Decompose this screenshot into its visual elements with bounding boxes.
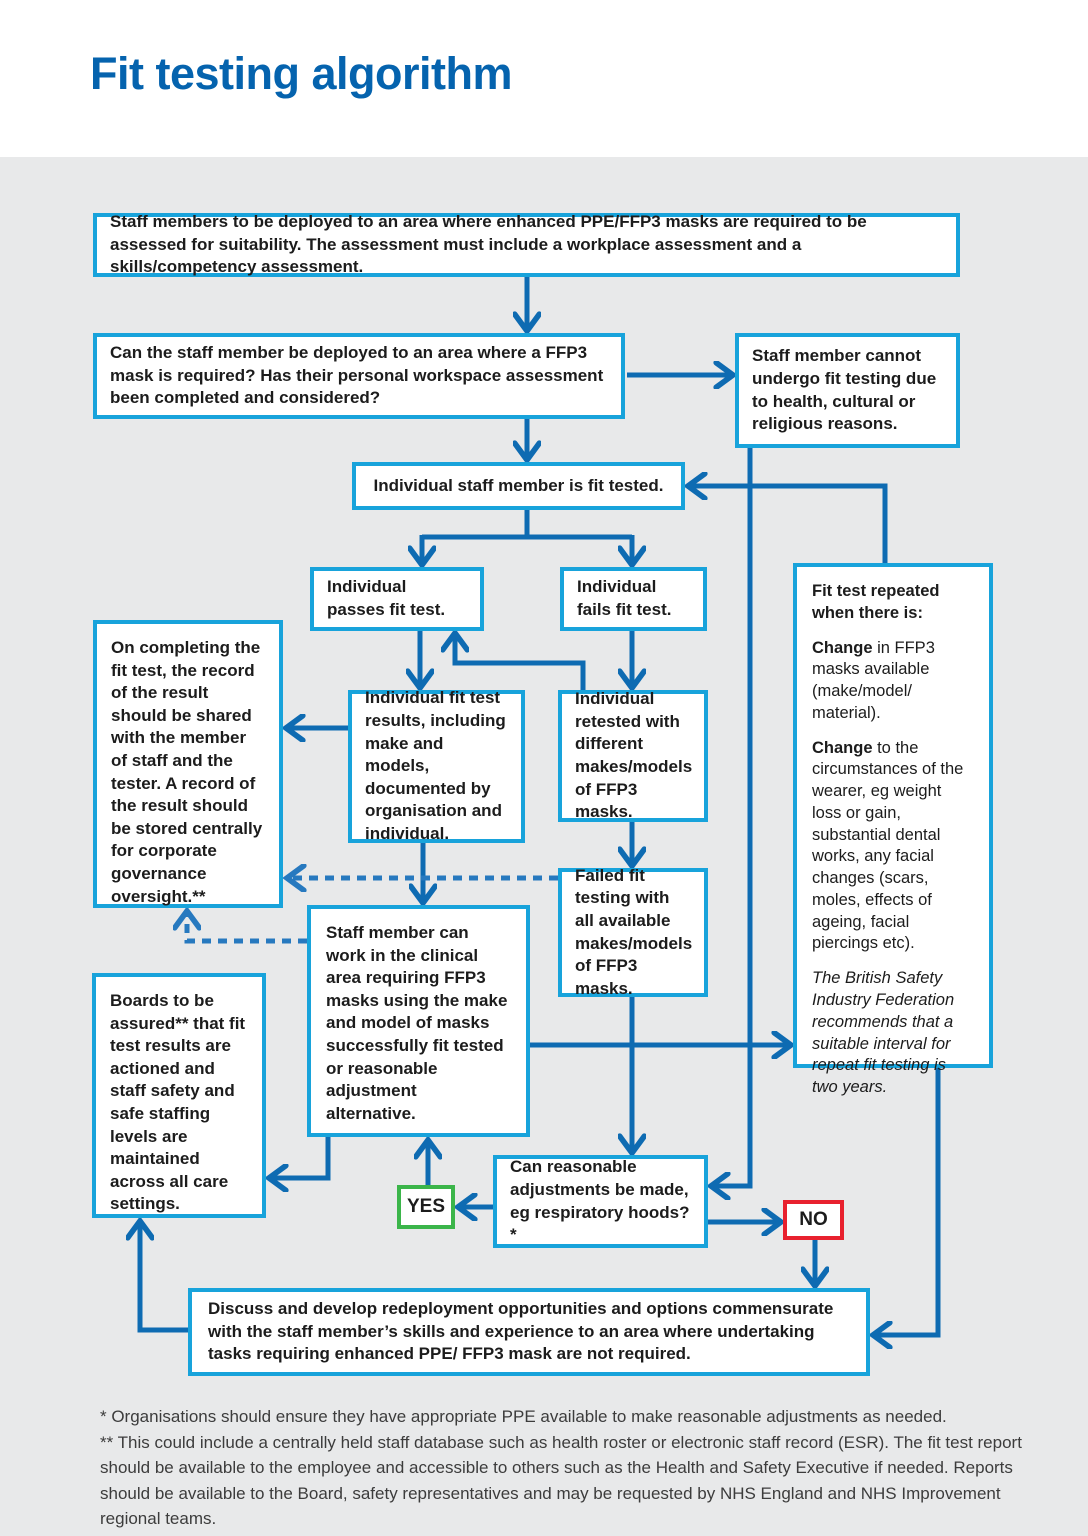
box-intro bbox=[93, 213, 960, 277]
connector-retested-to-passes bbox=[455, 633, 583, 690]
fit-test-repeated-change1: Change in FFP3 masks available (make/model/ material). bbox=[812, 638, 935, 722]
box-boards-assured bbox=[92, 973, 266, 1218]
fit-test-repeated-bsif-note: The British Safety Industry Federation recommends that a suitable interval for repeat fit testing is two years. bbox=[812, 969, 955, 1097]
box-passes bbox=[310, 567, 484, 631]
box-fails bbox=[560, 567, 707, 631]
box-failed-all bbox=[558, 865, 708, 998]
footnotes bbox=[100, 1404, 1040, 1532]
connector-repeat-to-discuss bbox=[873, 1068, 938, 1335]
page-title: Fit testing algorithm bbox=[90, 48, 512, 99]
box-fit-test-repeated bbox=[793, 563, 993, 1097]
box-reasonable-adjustments-text: Can reasonable adjustments be made, eg respiratory hoods?* bbox=[510, 1157, 690, 1245]
box-fails-text: Individual fails fit test. bbox=[577, 577, 672, 619]
box-deploy-question-text: Can the staff member be deployed to an area where a FFP3 mask is required? Has their personal workspace assessment been completed and considered? bbox=[110, 343, 604, 408]
fit-test-repeated-change2: Change to the circumstances of the wearer, eg weight loss or gain, substantial dental works, any facial changes (scars, moles, effects of ageing, facial piercings etc). bbox=[812, 738, 964, 953]
yes-label: YES bbox=[406, 1196, 446, 1218]
box-fit-tested bbox=[352, 462, 685, 510]
box-record-shared bbox=[93, 620, 283, 908]
box-record-shared-text: On completing the fit test, the record of the result should be shared with the member of staff and the tester. A record of the result should be stored centrally for corporate governance oversight.** bbox=[111, 638, 263, 906]
box-passes-text: Individual passes fit test. bbox=[327, 577, 446, 619]
connector-can-work-to-boards bbox=[269, 1137, 328, 1178]
box-can-work-text: Staff member can work in the clinical area requiring FFP3 masks using the make and model of masks successfully fit tested or reasonable adjustment alternative. bbox=[326, 923, 508, 1123]
box-discuss-redeployment-text: Discuss and develop redeployment opportunities and options commensurate with the staff member’s skills and experience to an area where undertaking tasks requiring enhanced PPE/ FFP3 mask are not required. bbox=[208, 1299, 834, 1364]
fit-test-repeated-heading: Fit test repeated when there is: bbox=[812, 582, 940, 622]
box-reasonable-adjustments bbox=[493, 1155, 708, 1248]
box-cannot-undergo-text: Staff member cannot undergo fit testing due to health, cultural or religious reasons. bbox=[752, 346, 937, 434]
connector-discuss-to-boards bbox=[140, 1221, 188, 1330]
connector-fit-tested-split bbox=[422, 510, 632, 537]
box-deploy-question bbox=[93, 333, 625, 419]
box-fit-tested-text: Individual staff member is fit tested. bbox=[373, 475, 664, 495]
box-retested-text: Individual retested with different makes/models of FFP3 masks. bbox=[575, 689, 693, 822]
box-boards-assured-text: Boards to be assured** that fit test results are actioned and staff safety and safe staffing levels are maintained across all care settings. bbox=[110, 991, 246, 1214]
box-results-documented bbox=[348, 690, 525, 843]
connector-can-work-to-record-dashed bbox=[187, 911, 307, 941]
box-yes bbox=[397, 1185, 455, 1229]
box-intro-text: Staff members to be deployed to an area where enhanced PPE/FFP3 masks are required to be assessed for suitability. The assessment must include a workplace assessment and a skills/competency assessment. bbox=[110, 212, 867, 277]
footnote-2: ** This could include a centrally held staff database such as health roster or electronic staff record (ESR). The fit test report should be available to the employee and accessible to others such as the Health and Safety Executive if needed. Reports should be available to the Board, safety representatives and may be requested by NHS England and NHS Improvement regional teams. bbox=[100, 1432, 1022, 1528]
connector-repeat-to-fit-tested bbox=[688, 486, 885, 563]
box-no bbox=[783, 1200, 844, 1240]
box-can-work bbox=[307, 905, 530, 1137]
box-retested bbox=[558, 690, 708, 822]
no-label: NO bbox=[799, 1209, 828, 1231]
box-failed-all-text: Failed fit testing with all available makes/models of FFP3 masks. bbox=[575, 865, 693, 998]
box-results-documented-text: Individual fit test results, including make and models, documented by organisation and individual. bbox=[365, 688, 506, 844]
footnote-1: * Organisations should ensure they have appropriate PPE available to make reasonable adjustments as needed. bbox=[100, 1407, 947, 1426]
box-discuss-redeployment bbox=[188, 1288, 870, 1376]
connector-cannot-undergo-to-reasonable bbox=[711, 448, 750, 1186]
box-cannot-undergo bbox=[735, 333, 960, 448]
